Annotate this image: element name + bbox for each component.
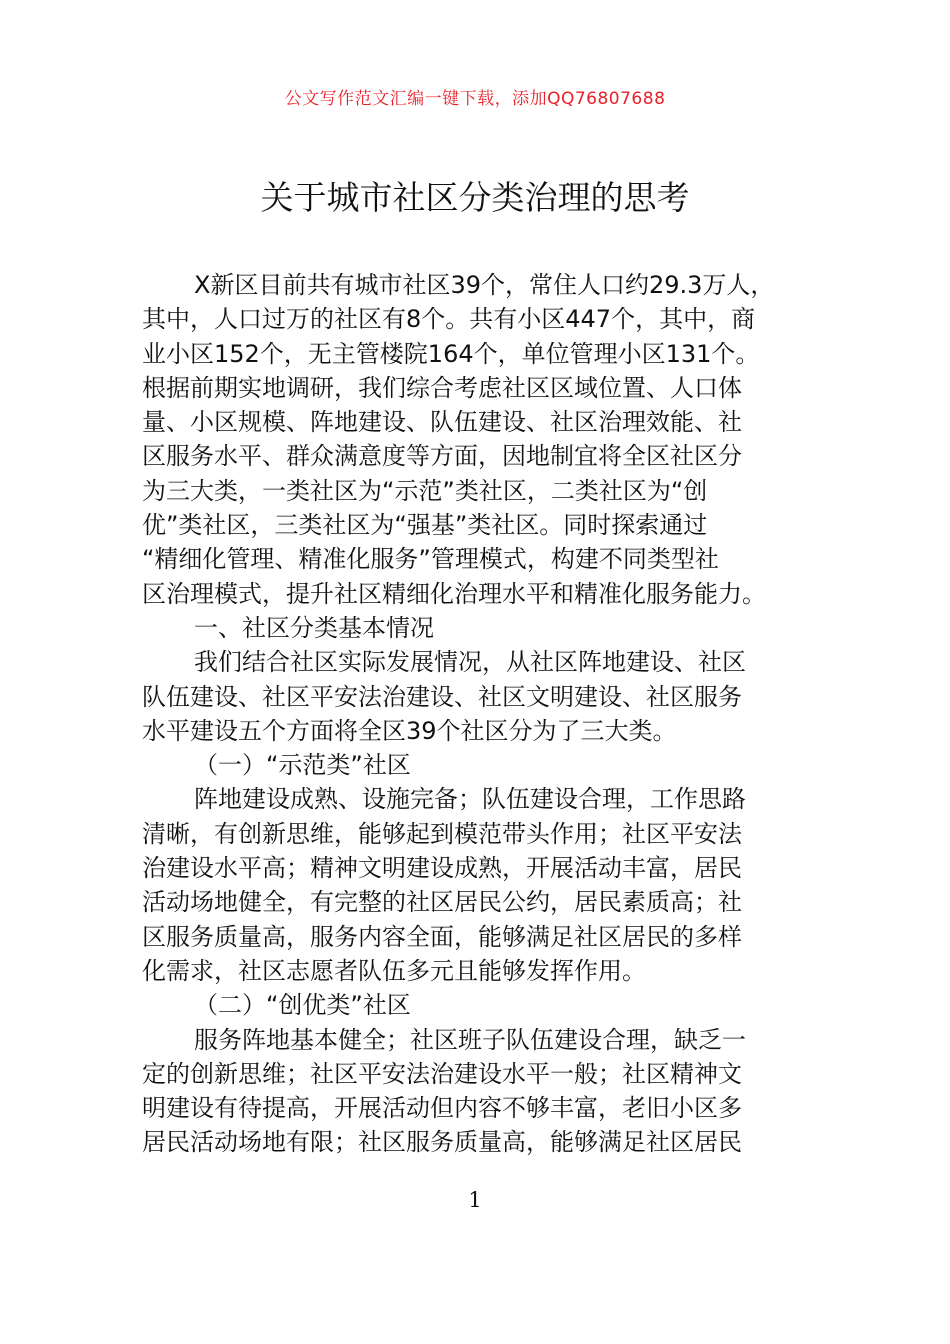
download-banner: 公文写作范文汇编一键下载，添加QQ76807688 [284,89,666,109]
subsection-heading: （一）“示范类”社区 [194,751,411,780]
paragraph-line: 其中，人口过万的社区有8个。共有小区447个，其中，商 [142,305,756,334]
paragraph-line: 队伍建设、社区平安法治建设、社区文明建设、社区服务 [142,682,742,711]
paragraph-line: 清晰，有创新思维，能够起到模范带头作用；社区平安法 [142,819,742,848]
paragraph-line: 根据前期实地调研，我们综合考虑社区区域位置、人口体 [142,373,742,402]
paragraph-line: 优”类社区，三类社区为“强基”类社区。同时探索通过 [142,511,708,540]
paragraph-line: 活动场地健全，有完整的社区居民公约，居民素质高；社 [142,888,742,917]
subsection-heading: （二）“创优类”社区 [194,991,411,1020]
paragraph-line: 业小区152个，无主管楼院164个，单位管理小区131个。 [142,339,760,368]
paragraph-line: “精细化管理、精准化服务”管理模式，构建不同类型社 [142,545,719,574]
paragraph-line: 治建设水平高；精神文明建设成熟，开展活动丰富，居民 [142,854,742,883]
paragraph-line: 水平建设五个方面将全区39个社区分为了三大类。 [142,716,677,745]
section-heading: 一、社区分类基本情况 [194,613,434,642]
paragraph-line: 区治理模式，提升社区精细化治理水平和精准化服务能力。 [142,579,766,608]
paragraph-line: 阵地建设成熟、设施完备；队伍建设合理，工作思路 [194,785,746,814]
paragraph-line: X新区目前共有城市社区39个，常住人口约29.3万人， [194,271,775,299]
paragraph-line: 化需求，社区志愿者队伍多元且能够发挥作用。 [142,956,646,985]
paragraph-line: 为三大类，一类社区为“示范”类社区，二类社区为“创 [142,476,708,505]
paragraph-line: 定的创新思维；社区平安法治建设水平一般；社区精神文 [142,1059,742,1088]
paragraph-line: 服务阵地基本健全；社区班子队伍建设合理，缺乏一 [194,1025,746,1054]
paragraph-line: 明建设有待提高，开展活动但内容不够丰富，老旧小区多 [142,1094,742,1123]
page-number: 1 [468,1188,482,1212]
document-body [142,268,832,1160]
paragraph-line: 量、小区规模、阵地建设、队伍建设、社区治理效能、社 [142,408,742,437]
paragraph-line: 区服务水平、群众满意度等方面，因地制宜将全区社区分 [142,442,742,471]
document-title: 关于城市社区分类治理的思考 [260,178,690,217]
paragraph-line: 区服务质量高，服务内容全面，能够满足社区居民的多样 [142,922,742,951]
paragraph-line: 居民活动场地有限；社区服务质量高，能够满足社区居民 [142,1128,742,1157]
paragraph-line: 我们结合社区实际发展情况，从社区阵地建设、社区 [194,648,746,677]
